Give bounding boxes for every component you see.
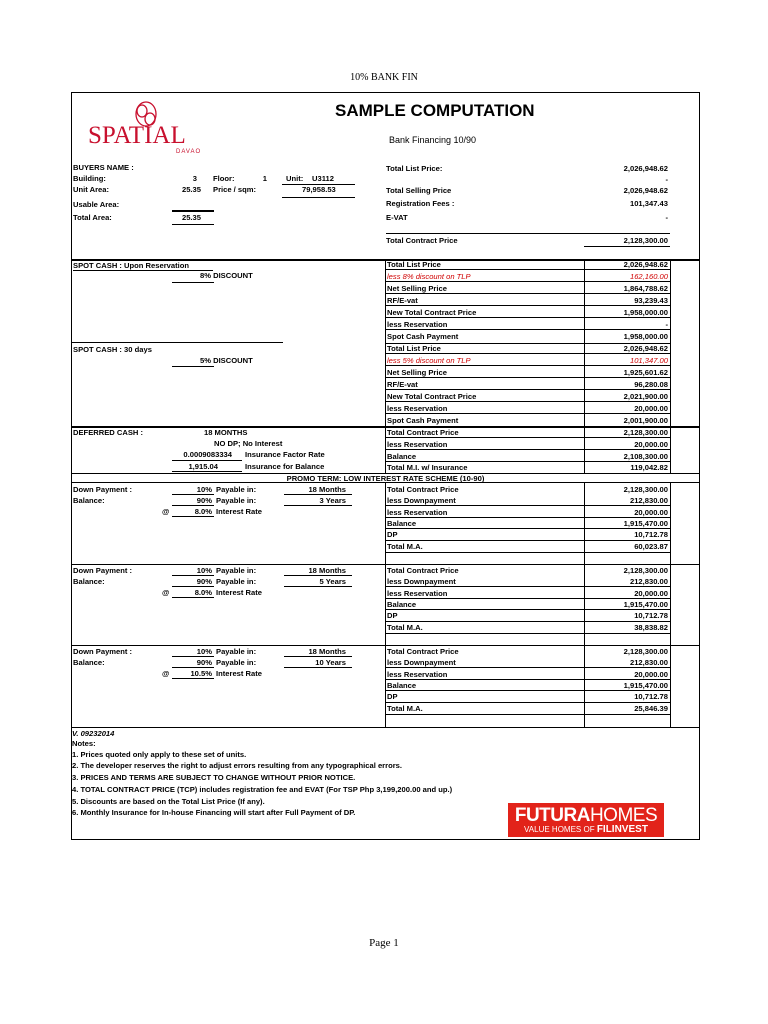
spot-upon-row-label: New Total Contract Price	[387, 308, 477, 317]
scheme-dp-label: Down Payment :	[73, 485, 133, 494]
spot-upon-row-label: Spot Cash Payment	[387, 332, 459, 341]
scheme-payable-label: Payable in:	[216, 496, 257, 505]
scheme-row-label: less Reservation	[387, 508, 448, 517]
total-area-value: 25.35	[181, 213, 201, 222]
scheme-row-value: 20,000.00	[634, 589, 668, 598]
building-label: Building:	[73, 174, 106, 183]
buyers-name-label: BUYERS NAME :	[73, 163, 134, 172]
scheme-row-value: 1,915,470.00	[623, 519, 668, 528]
spot-30-row-label: Spot Cash Payment	[387, 416, 459, 425]
deferred-row-label: less Reservation	[387, 440, 448, 449]
spot-upon-row-value: -	[665, 320, 668, 329]
spot-upon-row-label: RF/E-vat	[387, 296, 418, 305]
deferred-row-value: 2,108,300.00	[623, 452, 668, 461]
scheme-rate-label: Interest Rate	[216, 588, 263, 597]
floor-value: 1	[262, 174, 267, 183]
scheme-row-label: Balance	[387, 681, 417, 690]
logo-main-bold: FUTURA	[514, 805, 590, 826]
scheme-row-label: Total Contract Price	[387, 485, 459, 494]
scheme-rate: 10.5%	[190, 669, 212, 678]
spot-upon-row-value: 162,160.00	[629, 272, 668, 281]
summary-value: 101,347.43	[629, 199, 668, 208]
page-title: SAMPLE COMPUTATION	[335, 101, 535, 120]
spot-30-row-value: 20,000.00	[634, 404, 668, 413]
scheme-row-value: 212,830.00	[629, 658, 668, 667]
note-item: 6. Monthly Insurance for In-house Financing will start after Full Payment of DP.	[72, 808, 356, 817]
scheme-bal-label: Balance:	[73, 577, 105, 586]
deferred-ins-balance: 1,915.04	[188, 462, 218, 471]
deferred-months: 18 MONTHS	[204, 428, 248, 437]
scheme-row-value: 10,712.78	[634, 692, 668, 701]
logo-main-thin: HOMES	[589, 805, 658, 826]
notes-title: Notes:	[72, 739, 96, 748]
scheme-row-value: 25,846.39	[634, 704, 668, 713]
deferred-row-value: 20,000.00	[634, 440, 668, 449]
scheme-rate-label: Interest Rate	[216, 507, 263, 516]
spot-upon-label: SPOT CASH : Upon Reservation	[73, 261, 190, 270]
futurahomes-logo-text	[508, 805, 664, 826]
summary-label: E-VAT	[386, 213, 408, 222]
scheme-row-label: Balance	[387, 519, 417, 528]
spot-upon-row-value: 93,239.43	[634, 296, 668, 305]
summary-value: 2,128,300.00	[623, 236, 668, 245]
futurahomes-logo	[508, 803, 664, 837]
scheme-row-value: 38,838.82	[634, 623, 668, 632]
scheme-row-value: 10,712.78	[634, 611, 668, 620]
spot-upon-row-label: less Reservation	[387, 320, 448, 329]
scheme-dp-term: 18 Months	[308, 647, 346, 656]
building-value: 3	[192, 174, 197, 183]
spot-30-discount: 5% DISCOUNT	[200, 356, 253, 365]
scheme-row-label: less Downpayment	[387, 496, 456, 505]
price-sqm-value: 79,958.53	[302, 185, 336, 194]
scheme-bal-label: Balance:	[73, 658, 105, 667]
scheme-row-label: Balance	[387, 600, 417, 609]
scheme-row-value: 1,915,470.00	[623, 681, 668, 690]
unit-label: Unit:	[286, 174, 304, 183]
page-header: 10% BANK FIN	[350, 72, 418, 83]
spot-30-row-value: 96,280.08	[634, 380, 668, 389]
version-code: V. 09232014	[72, 729, 115, 738]
scheme-row-label: Total Contract Price	[387, 647, 459, 656]
scheme-dp-label: Down Payment :	[73, 647, 133, 656]
summary-label: Registration Fees :	[386, 199, 455, 208]
scheme-bal-pct: 90%	[196, 658, 212, 667]
spatial-logo	[84, 100, 214, 156]
unit-area-label: Unit Area:	[73, 185, 110, 194]
deferred-row-label: Balance	[387, 452, 417, 461]
scheme-dp-pct: 10%	[196, 566, 212, 575]
scheme-row-value: 20,000.00	[634, 670, 668, 679]
scheme-bal-pct: 90%	[196, 496, 212, 505]
summary-value: -	[665, 213, 668, 222]
spot-30-row-label: RF/E-vat	[387, 380, 418, 389]
spot-30-row-label: Total List Price	[387, 344, 441, 353]
deferred-no-dp: NO DP; No Interest	[214, 439, 283, 448]
page-subtitle: Bank Financing 10/90	[389, 135, 477, 145]
note-item: 2. The developer reserves the right to adjust errors resulting from any typographical errors.	[72, 761, 403, 770]
spot-30-row-value: 101,347.00	[629, 356, 668, 365]
scheme-dp-term: 18 Months	[308, 566, 346, 575]
spot-30-row-label: less Reservation	[387, 404, 448, 413]
scheme-row-label: Total M.A.	[387, 542, 423, 551]
scheme-row-label: DP	[387, 530, 398, 539]
deferred-factor: 0.0009083334	[183, 450, 232, 459]
total-area-label: Total Area:	[73, 213, 112, 222]
summary-label: Total Selling Price	[386, 186, 452, 195]
scheme-payable-label: Payable in:	[216, 658, 257, 667]
logo-name: SPATIAL	[88, 122, 186, 149]
spot-upon-row-label: less 8% discount on TLP	[387, 272, 471, 281]
unit-area-value: 25.35	[181, 185, 201, 194]
spot-upon-row-label: Net Selling Price	[387, 284, 447, 293]
scheme-bal-term: 10 Years	[315, 658, 346, 667]
deferred-ins-balance-label: Insurance for Balance	[245, 462, 325, 471]
scheme-at: @	[162, 669, 170, 678]
scheme-row-value: 212,830.00	[629, 496, 668, 505]
scheme-dp-label: Down Payment :	[73, 566, 133, 575]
spatial-logo-icon	[84, 100, 214, 156]
note-item: 3. PRICES AND TERMS ARE SUBJECT TO CHANGE WITHOUT PRIOR NOTICE.	[72, 773, 356, 782]
scheme-row-label: Total Contract Price	[387, 566, 459, 575]
logo-tag-bold: FILINVEST	[596, 824, 648, 835]
scheme-row-label: Total M.A.	[387, 623, 423, 632]
scheme-payable-label: Payable in:	[216, 485, 257, 494]
spot-30-row-value: 2,026,948.62	[623, 344, 668, 353]
scheme-rate: 8.0%	[194, 507, 212, 516]
scheme-row-value: 2,128,300.00	[623, 647, 668, 656]
scheme-bal-term: 5 Years	[319, 577, 346, 586]
unit-value: U3112	[312, 174, 334, 183]
deferred-row-value: 2,128,300.00	[623, 428, 668, 437]
scheme-at: @	[162, 588, 170, 597]
scheme-row-value: 212,830.00	[629, 577, 668, 586]
scheme-row-value: 20,000.00	[634, 508, 668, 517]
spot-30-row-label: less 5% discount on TLP	[387, 356, 471, 365]
scheme-bal-term: 3 Years	[319, 496, 346, 505]
scheme-row-label: DP	[387, 692, 398, 701]
usable-area-label: Usable Area:	[73, 200, 120, 209]
spot-30-label: SPOT CASH : 30 days	[73, 345, 152, 354]
scheme-bal-pct: 90%	[196, 577, 212, 586]
deferred-factor-label: Insurance Factor Rate	[245, 450, 325, 459]
scheme-row-value: 60,023.87	[634, 542, 668, 551]
promo-header: PROMO TERM: LOW INTEREST RATE SCHEME (10-90)	[286, 474, 485, 483]
scheme-row-label: less Reservation	[387, 670, 448, 679]
spot-upon-row-label: Total List Price	[387, 260, 441, 269]
scheme-dp-pct: 10%	[196, 485, 212, 494]
futurahomes-tagline	[508, 825, 664, 835]
scheme-row-value: 2,128,300.00	[623, 566, 668, 575]
deferred-row-label: Total Contract Price	[387, 428, 459, 437]
spot-30-row-label: New Total Contract Price	[387, 392, 477, 401]
spot-upon-row-value: 1,958,000.00	[623, 332, 668, 341]
spot-30-row-value: 1,925,601.62	[623, 368, 668, 377]
spot-upon-row-value: 1,864,788.62	[623, 284, 668, 293]
scheme-dp-pct: 10%	[196, 647, 212, 656]
scheme-rate-label: Interest Rate	[216, 669, 263, 678]
note-item: 4. TOTAL CONTRACT PRICE (TCP) includes registration fee and EVAT (For TSP Php 3,199,200.00 and up.)	[72, 785, 453, 794]
scheme-bal-label: Balance:	[73, 496, 105, 505]
summary-value: 2,026,948.62	[623, 186, 668, 195]
price-sqm-label: Price / sqm:	[213, 185, 257, 194]
scheme-payable-label: Payable in:	[216, 647, 257, 656]
spot-30-row-label: Net Selling Price	[387, 368, 447, 377]
logo-tag: VALUE HOMES OF	[524, 825, 595, 834]
spot-30-row-value: 2,001,900.00	[623, 416, 668, 425]
summary-label: Total List Price:	[386, 164, 443, 173]
scheme-row-value: 1,915,470.00	[623, 600, 668, 609]
note-item: 5. Discounts are based on the Total List Price (If any).	[72, 797, 265, 806]
scheme-rate: 8.0%	[194, 588, 212, 597]
scheme-row-label: Total M.A.	[387, 704, 423, 713]
scheme-row-value: 2,128,300.00	[623, 485, 668, 494]
scheme-row-label: less Downpayment	[387, 658, 456, 667]
deferred-row-value: 119,042.82	[630, 463, 668, 472]
scheme-payable-label: Payable in:	[216, 577, 257, 586]
scheme-row-value: 10,712.78	[634, 530, 668, 539]
deferred-label: DEFERRED CASH :	[73, 428, 144, 437]
page-footer: Page 1	[369, 937, 399, 949]
spot-30-row-value: 2,021,900.00	[623, 392, 668, 401]
note-item: 1. Prices quoted only apply to these set of units.	[72, 750, 247, 759]
summary-value: -	[665, 175, 668, 184]
scheme-dp-term: 18 Months	[308, 485, 346, 494]
spot-upon-discount: 8% DISCOUNT	[200, 271, 253, 280]
summary-label: Total Contract Price	[386, 236, 458, 245]
spot-upon-row-value: 2,026,948.62	[623, 260, 668, 269]
logo-sub: DAVAO	[176, 149, 202, 155]
scheme-at: @	[162, 507, 170, 516]
scheme-payable-label: Payable in:	[216, 566, 257, 575]
scheme-row-label: less Reservation	[387, 589, 448, 598]
floor-label: Floor:	[213, 174, 235, 183]
scheme-row-label: DP	[387, 611, 398, 620]
spot-upon-row-value: 1,958,000.00	[623, 308, 668, 317]
scheme-row-label: less Downpayment	[387, 577, 456, 586]
deferred-row-label: Total M.I. w/ Insurance	[387, 463, 468, 472]
summary-value: 2,026,948.62	[623, 164, 668, 173]
